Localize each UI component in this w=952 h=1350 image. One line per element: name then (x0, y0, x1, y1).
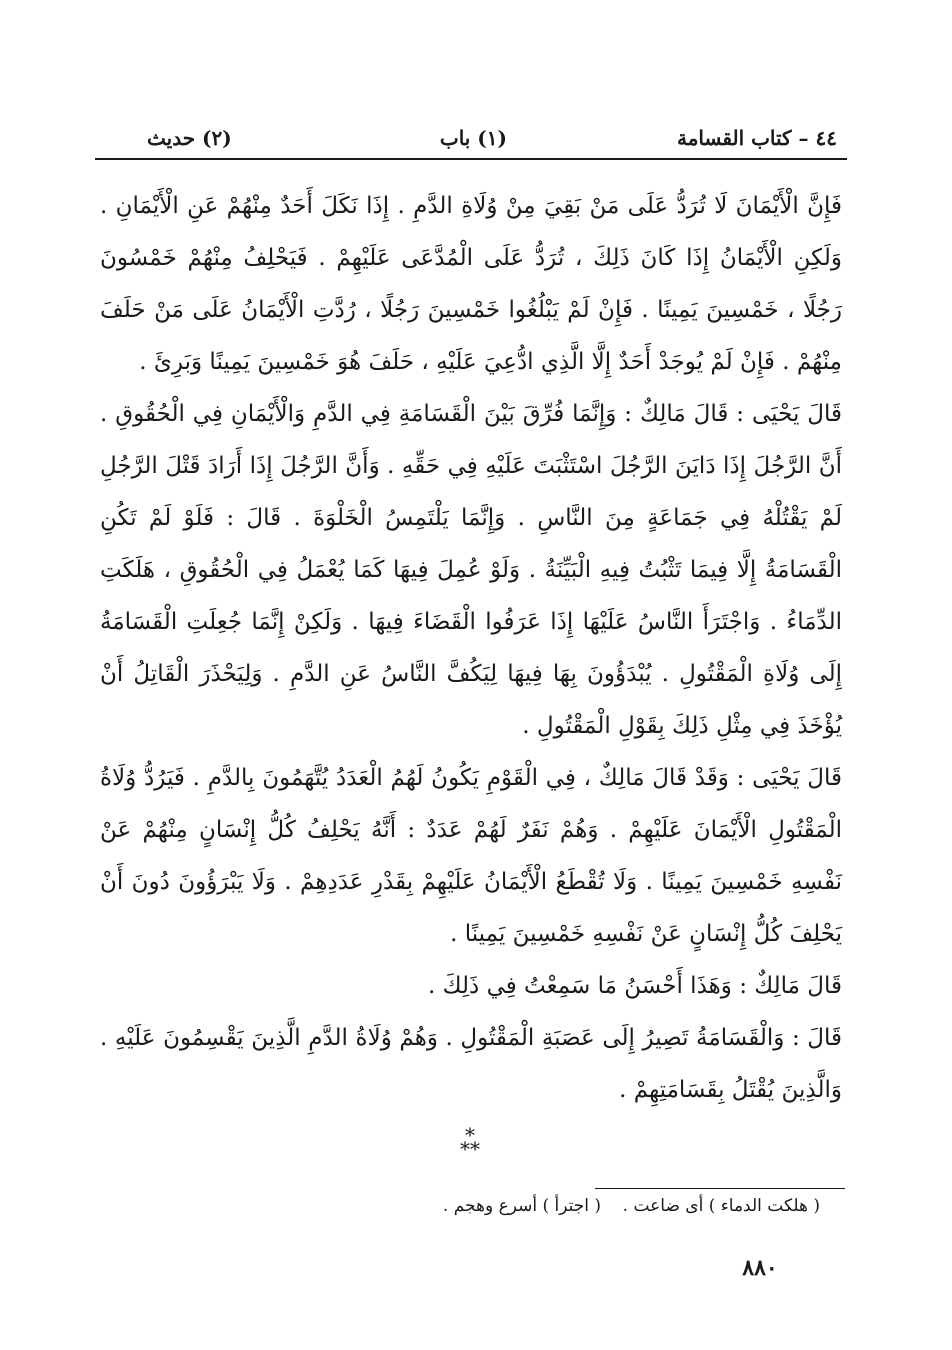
paragraph-4: قَالَ مَالِكٌ : وَهَذَا أَحْسَنُ مَا سَمِعْتُ فِي ذَلِكَ . (428, 973, 842, 999)
hadith-label: (٢) حديث (147, 126, 232, 150)
chapter-label: (١) باب (439, 126, 507, 150)
footnote-rule (595, 1188, 845, 1189)
paragraph-1: فَإِنَّ الْأَيْمَانَ لَا تُرَدُّ عَلَى مَنْ بَقِيَ مِنْ وُلَاةِ الدَّمِ . إِذَا نَكَلَ أَحَدٌ مِنْهُمْ عَنِ الْأَيْمَانِ . وَلَكِنِ الْأَيْمَانُ إِذَا كَانَ ذَلِكَ ، تُرَدُّ عَلَى الْمُدَّعَى عَلَيْهِمْ . فَيَحْلِفُ مِنْهُمْ خَمْسُونَ رَجُلًا ، خَمْسِينَ يَمِينًا . فَإِنْ لَمْ يَبْلُغُوا خَمْسِينَ رَجُلًا ، رُدَّتِ الْأَيْمَانُ عَلَى مَنْ حَلَفَ مِنْهُمْ . فَإِنْ لَمْ يُوجَدْ أَحَدٌ إِلَّا الَّذِي ادُّعِيَ عَلَيْهِ ، حَلَفَ هُوَ خَمْسِينَ يَمِينًا وَبَرِئَ . (100, 193, 842, 375)
book-title: ٤٤ – كتاب القسامة (677, 126, 837, 150)
paragraph-5: قَالَ : وَالْقَسَامَةُ تَصِيرُ إِلَى عَصَبَةِ الْمَقْتُولِ . وَهُمْ وُلَاةُ الدَّمِ الَّذِينَ يَقْسِمُونَ عَلَيْهِ . وَالَّذِينَ يُقْتَلُ بِقَسَامَتِهِمْ . (100, 1025, 842, 1103)
header-rule (95, 158, 847, 160)
page-number: ٨٨٠ (742, 1255, 778, 1281)
paragraph-2: قَالَ يَحْيَى : قَالَ مَالِكٌ : وَإِنَّمَا فُرِّقَ بَيْنَ الْقَسَامَةِ فِي الدَّمِ وَالْأَيْمَانِ فِي الْحُقُوقِ . أَنَّ الرَّجُلَ إِذَا دَايَنَ الرَّجُلَ اسْتَثْبَتَ عَلَيْهِ فِي حَقِّهِ . وَأَنَّ الرَّجُلَ إِذَا أَرَادَ قَتْلَ الرَّجُلِ لَمْ يَقْتُلْهُ فِي جَمَاعَةٍ مِنَ النَّاسِ . وَإِنَّمَا يَلْتَمِسُ الْخَلْوَةَ . قَالَ : فَلَوْ لَمْ تَكُنِ الْقَسَامَةُ إِلَّا فِيمَا تَثْبُتُ فِيهِ الْبَيِّنَةُ . وَلَوْ عُمِلَ فِيهَا كَمَا يُعْمَلُ فِي الْحُقُوقِ ، هَلَكَتِ الدِّمَاءُ . وَاجْتَرَأَ النَّاسُ عَلَيْهَا إِذَا عَرَفُوا الْقَضَاءَ فِيهَا . وَلَكِنْ إِنَّمَا جُعِلَتِ الْقَسَامَةُ إِلَى وُلَاةِ الْمَقْتُولِ . يُبْدَؤُونَ بِهَا فِيهَا لِيَكُفَّ النَّاسُ عَنِ الدَّمِ . وَلِيَحْذَرَ الْقَاتِلُ أَنْ يُؤْخَذَ فِي مِثْلِ ذَلِكَ بِقَوْلِ الْمَقْتُولِ . (100, 401, 842, 739)
main-text (100, 180, 842, 1116)
section-separator: * ** (460, 1123, 480, 1161)
paragraph-3: قَالَ يَحْيَى : وَقَدْ قَالَ مَالِكٌ ، فِي الْقَوْمِ يَكُونُ لَهُمُ الْعَدَدُ يُتَّهَمُونَ بِالدَّمِ . فَيَرُدُّ وُلَاةُ الْمَقْتُولِ الْأَيْمَانَ عَلَيْهِمْ . وَهُمْ نَفَرٌ لَهُمْ عَدَدٌ : أَنَّهُ يَحْلِفُ كُلُّ إِنْسَانٍ مِنْهُمْ عَنْ نَفْسِهِ خَمْسِينَ يَمِينًا . وَلَا تُقْطَعُ الْأَيْمَانُ عَلَيْهِمْ بِقَدْرِ عَدَدِهِمْ . وَلَا يَبْرَؤُونَ دُونَ أَنْ يَحْلِفَ كُلُّ إِنْسَانٍ عَنْ نَفْسِهِ خَمْسِينَ يَمِينًا . (100, 765, 842, 947)
running-header (95, 124, 847, 160)
footnote: ( هلكت الدماء ) أى ضاعت . ( اجترأ ) أسرع وهجم . (442, 1196, 820, 1216)
